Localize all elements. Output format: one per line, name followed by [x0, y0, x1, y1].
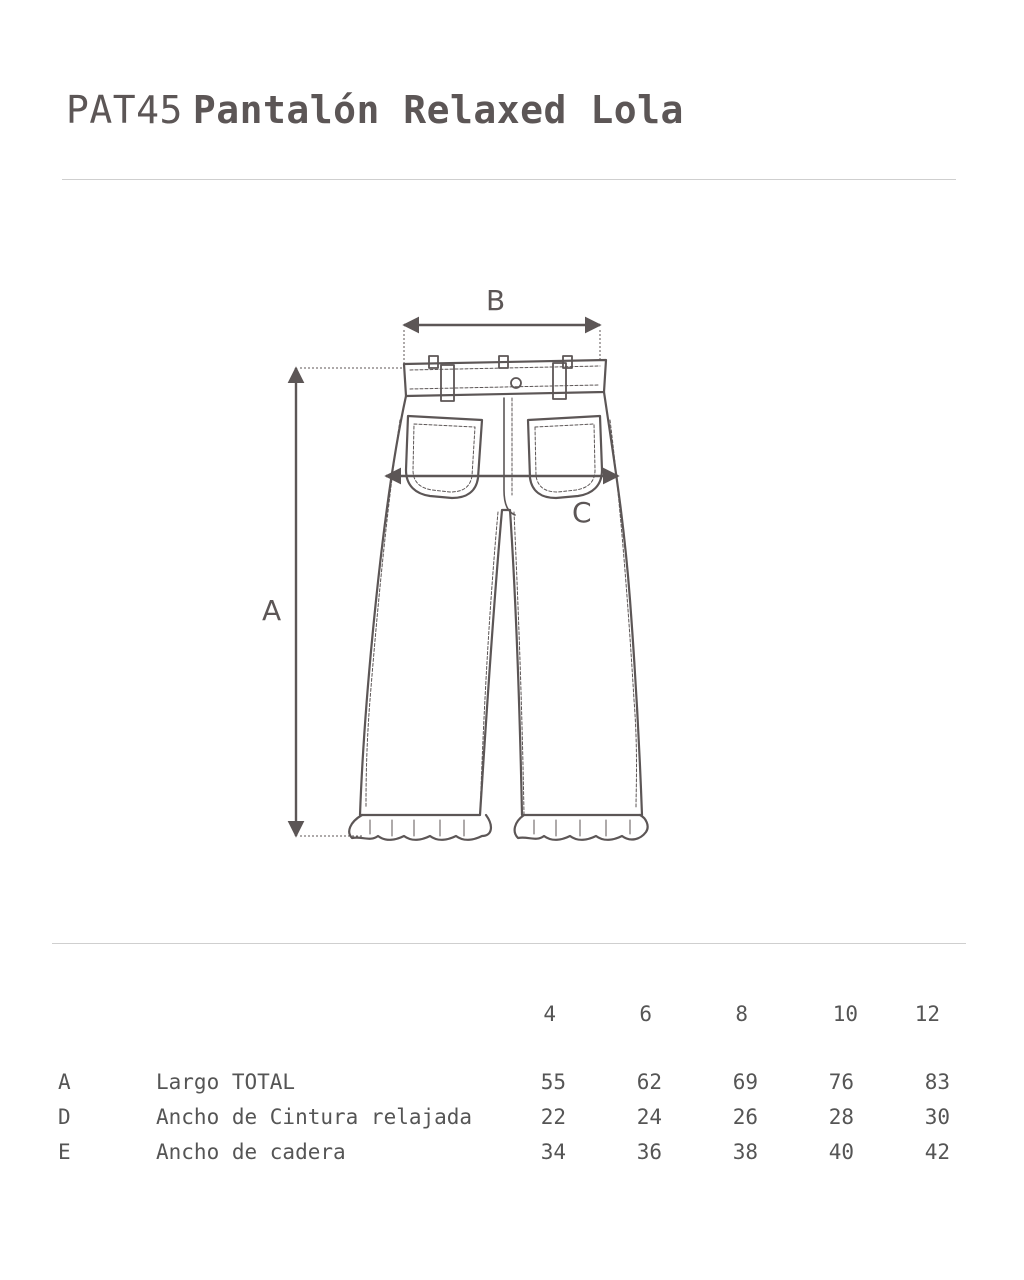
size-header: 6 [639, 1002, 652, 1026]
product-code: PAT45 [66, 88, 183, 132]
pocket-left [406, 416, 482, 498]
table-cell: 38 [732, 1140, 758, 1164]
pants-outline [360, 392, 642, 815]
table-cell: 40 [828, 1140, 854, 1164]
row-key: D [58, 1105, 71, 1129]
table-cell: 62 [636, 1070, 662, 1094]
table-cell: 36 [636, 1140, 662, 1164]
table-cell: 55 [540, 1070, 566, 1094]
row-label: Largo TOTAL [156, 1070, 296, 1094]
table-cell: 24 [636, 1105, 662, 1129]
table-cell: 34 [540, 1140, 566, 1164]
product-name: Pantalón Relaxed Lola [192, 88, 684, 132]
pocket-right [528, 416, 602, 498]
table-cell: 83 [924, 1070, 950, 1094]
label-c: C [572, 496, 592, 529]
row-key: A [58, 1070, 71, 1094]
table-cell: 69 [732, 1070, 758, 1094]
label-b: B [486, 284, 506, 317]
row-label: Ancho de Cintura relajada [156, 1105, 473, 1129]
size-header: 10 [832, 1002, 858, 1026]
table-cell: 30 [924, 1105, 950, 1129]
size-header: 4 [543, 1002, 556, 1026]
table-cell: 22 [540, 1105, 566, 1129]
ruffle-right [515, 815, 648, 840]
table-cell: 76 [828, 1070, 854, 1094]
table-cell: 28 [828, 1105, 854, 1129]
size-header: 12 [914, 1002, 940, 1026]
label-a: A [262, 594, 282, 627]
table-cell: 26 [732, 1105, 758, 1129]
divider-middle [52, 943, 966, 944]
table-cell: 42 [924, 1140, 950, 1164]
row-label: Ancho de cadera [156, 1140, 346, 1164]
size-header: 8 [735, 1002, 748, 1026]
waistband [404, 360, 606, 396]
row-key: E [58, 1140, 71, 1164]
